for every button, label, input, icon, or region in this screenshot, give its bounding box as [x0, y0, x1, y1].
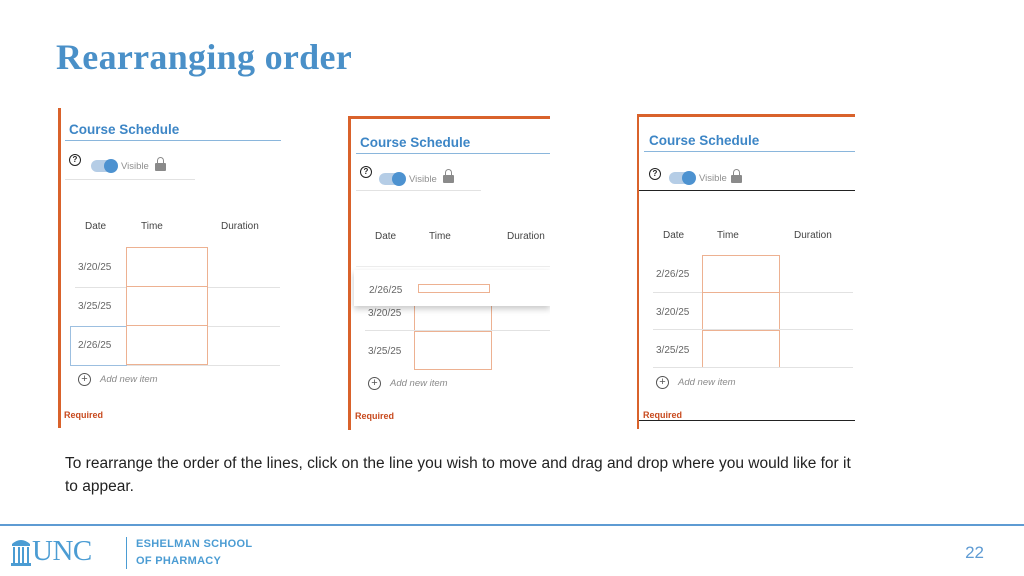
column-header-date: Date — [85, 221, 107, 232]
bottom-border — [639, 420, 855, 421]
slide-title: Rearranging order — [56, 37, 353, 77]
course-schedule-panel-after — [637, 114, 855, 429]
time-input[interactable] — [126, 247, 208, 287]
column-header-date: Date — [375, 231, 397, 242]
instruction-caption: To rearrange the order of the lines, click on the line you wish to move and drag and drop where you would like for it to appear. — [65, 455, 851, 495]
visible-toggle[interactable] — [669, 172, 695, 184]
required-label: Required — [355, 411, 395, 421]
help-icon[interactable]: ? — [69, 154, 81, 166]
unc-logo-text: UNC — [32, 535, 92, 567]
row-date[interactable]: 2/26/25 — [78, 340, 112, 351]
add-new-item-link[interactable]: Add new item — [100, 374, 158, 385]
column-header-date: Date — [663, 230, 685, 241]
course-schedule-panel-dragging — [348, 116, 550, 430]
time-input[interactable] — [126, 325, 208, 365]
row-date[interactable]: 3/20/25 — [368, 308, 402, 319]
time-input[interactable] — [414, 331, 492, 370]
course-schedule-panel-before — [58, 108, 283, 428]
logo-divider — [126, 537, 127, 569]
toggle-knob — [682, 171, 696, 185]
row-date[interactable]: 3/25/25 — [656, 345, 690, 356]
title-underline — [644, 151, 855, 152]
lock-icon — [443, 169, 454, 183]
divider — [639, 190, 855, 191]
lock-icon — [731, 169, 742, 183]
help-icon[interactable]: ? — [649, 168, 661, 180]
add-circle-icon[interactable]: + — [368, 377, 381, 390]
column-header-time: Time — [717, 230, 739, 241]
add-circle-icon[interactable]: + — [78, 373, 91, 386]
add-circle-icon[interactable]: + — [656, 376, 669, 389]
time-input[interactable] — [702, 330, 780, 368]
row-date[interactable]: 3/20/25 — [78, 262, 112, 273]
time-input[interactable] — [702, 255, 780, 293]
course-schedule-title: Course Schedule — [69, 122, 180, 137]
column-header-time: Time — [141, 221, 163, 232]
divider — [65, 179, 195, 180]
visible-label: Visible — [699, 173, 727, 184]
dragged-row[interactable] — [354, 270, 550, 306]
add-new-item-link[interactable]: Add new item — [678, 377, 736, 388]
help-icon[interactable]: ? — [360, 166, 372, 178]
row-date[interactable]: 3/25/25 — [78, 301, 112, 312]
school-name-line2: OF PHARMACY — [136, 555, 222, 567]
lock-icon — [155, 157, 166, 171]
course-schedule-title: Course Schedule — [649, 133, 760, 148]
required-label: Required — [643, 410, 683, 420]
course-schedule-title: Course Schedule — [360, 135, 471, 150]
row-date[interactable]: 3/20/25 — [656, 307, 690, 318]
school-name-line1: ESHELMAN SCHOOL — [136, 538, 253, 550]
row-date[interactable]: 2/26/25 — [369, 285, 403, 296]
time-input[interactable] — [702, 292, 780, 330]
visible-toggle[interactable] — [379, 173, 405, 185]
title-underline — [356, 153, 550, 154]
divider — [356, 190, 481, 191]
row-divider — [653, 367, 853, 368]
visible-toggle[interactable] — [91, 160, 117, 172]
column-header-duration: Duration — [221, 221, 259, 232]
required-label: Required — [64, 410, 104, 420]
title-underline — [65, 140, 281, 141]
column-header-duration: Duration — [794, 230, 832, 241]
page-number: 22 — [965, 543, 984, 562]
time-input[interactable] — [418, 284, 490, 293]
old-well-logo-icon — [10, 535, 32, 567]
time-input[interactable] — [126, 286, 208, 326]
row-date[interactable]: 2/26/25 — [656, 269, 690, 280]
toggle-knob — [392, 172, 406, 186]
visible-label: Visible — [121, 161, 149, 172]
row-date[interactable]: 3/25/25 — [368, 346, 402, 357]
column-header-time: Time — [429, 231, 451, 242]
column-header-duration: Duration — [507, 231, 545, 242]
visible-label: Visible — [409, 174, 437, 185]
footer-rule — [0, 524, 1024, 526]
header-divider — [356, 266, 550, 267]
add-new-item-link[interactable]: Add new item — [390, 378, 448, 389]
toggle-knob — [104, 159, 118, 173]
